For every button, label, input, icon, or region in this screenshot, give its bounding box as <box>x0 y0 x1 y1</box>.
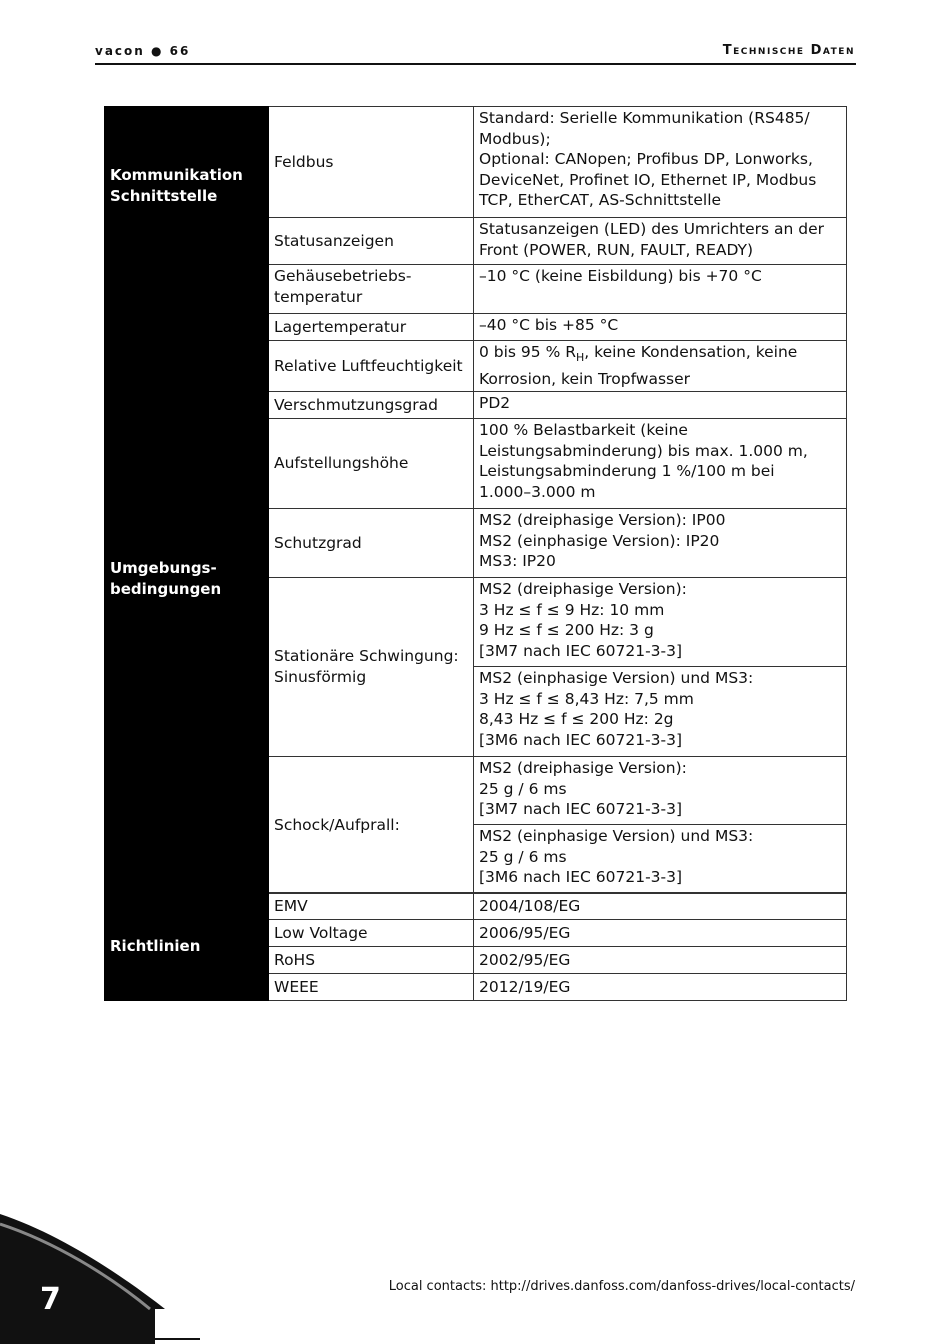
footer-contacts-link: Local contacts: http://drives.danfoss.com/danfoss-drives/local-contacts/ <box>388 1279 855 1294</box>
row-value-verschmutzungsgrad: PD2 <box>474 392 847 419</box>
table-row <box>105 107 847 218</box>
richtlinien-table <box>104 892 847 1001</box>
row-label-low-voltage: Low Voltage <box>269 920 474 947</box>
row-value-feldbus: Standard: Serielle Kommunikation (RS485/ Modbus); Optional: CANopen; Profibus DP, Lonworks, DeviceNet, Profinet IO, Ethernet IP, Modbus TCP, EtherCAT, AS-Schnittstelle <box>474 107 847 218</box>
row-value-luftfeuchtigkeit: 0 bis 95 % $R_H$, keine Kondensation, keine Korrosion, kein Tropfwasser <box>474 341 847 392</box>
row-value-schwingung-einphasig: MS2 (einphasige Version) und MS3: 3 Hz ≤ f ≤ 8,43 Hz: 7,5 mm 8,43 Hz ≤ f ≤ 200 Hz: 2g [3M6 nach IEC 60721-3-3] <box>474 667 847 757</box>
row-label-betriebstemperatur: Gehäusebetriebs- temperatur <box>269 265 474 314</box>
category-umgebungsbedingungen: Umgebungs- bedingungen <box>105 265 269 894</box>
section-title: Technische Daten <box>722 43 855 58</box>
spec-table <box>104 106 847 894</box>
row-label-emv: EMV <box>269 893 474 920</box>
row-value-low-voltage: 2006/95/EG <box>474 920 847 947</box>
row-value-aufstellungshoehe: 100 % Belastbarkeit (keine Leistungsabminderung) bis max. 1.000 m, Leistungsabminderung 1 %/100 m bei 1.000–3.000 m <box>474 419 847 509</box>
row-value-schock-einphasig: MS2 (einphasige Version) und MS3: 25 g / 6 ms [3M6 nach IEC 60721-3-3] <box>474 825 847 894</box>
row-value-schock-dreiphasig: MS2 (dreiphasige Version): 25 g / 6 ms [3M7 nach IEC 60721-3-3] <box>474 757 847 825</box>
row-label-schutzgrad: Schutzgrad <box>269 509 474 578</box>
table-row <box>105 893 847 920</box>
row-value-rohs: 2002/95/EG <box>474 947 847 974</box>
row-label-schock: Schock/Aufprall: <box>269 757 474 894</box>
row-label-feldbus: Feldbus <box>269 107 474 218</box>
row-label-schwingung: Stationäre Schwingung: Sinusförmig <box>269 578 474 757</box>
row-value-emv: 2004/108/EG <box>474 893 847 920</box>
row-value-weee: 2012/19/EG <box>474 974 847 1001</box>
row-value-schwingung-dreiphasig: MS2 (dreiphasige Version): 3 Hz ≤ f ≤ 9 Hz: 10 mm 9 Hz ≤ f ≤ 200 Hz: 3 g [3M7 nach IEC 60721-3-3] <box>474 578 847 667</box>
brand-page-header: vacon ● 66 <box>95 44 191 58</box>
row-label-luftfeuchtigkeit: Relative Luftfeuchtigkeit <box>269 341 474 392</box>
row-label-lagertemperatur: Lagertemperatur <box>269 314 474 341</box>
row-label-verschmutzungsgrad: Verschmutzungsgrad <box>269 392 474 419</box>
row-value-betriebstemperatur: –10 °C (keine Eisbildung) bis +70 °C <box>474 265 847 314</box>
table-row <box>105 265 847 314</box>
row-label-aufstellungshoehe: Aufstellungshöhe <box>269 419 474 509</box>
row-label-weee: WEEE <box>269 974 474 1001</box>
category-kommunikation: Kommunikation Schnittstelle <box>105 107 269 265</box>
row-value-schutzgrad: MS2 (dreiphasige Version): IP00 MS2 (einphasige Version): IP20 MS3: IP20 <box>474 509 847 578</box>
row-value-statusanzeigen: Statusanzeigen (LED) des Umrichters an der Front (POWER, RUN, FAULT, READY) <box>474 218 847 265</box>
row-value-lagertemperatur: –40 °C bis +85 °C <box>474 314 847 341</box>
row-label-rohs: RoHS <box>269 947 474 974</box>
row-label-statusanzeigen: Statusanzeigen <box>269 218 474 265</box>
chapter-corner-graphic <box>0 1214 230 1344</box>
category-richtlinien: Richtlinien <box>105 893 269 1001</box>
header-divider <box>95 63 856 65</box>
chapter-number: 7 <box>40 1282 61 1317</box>
